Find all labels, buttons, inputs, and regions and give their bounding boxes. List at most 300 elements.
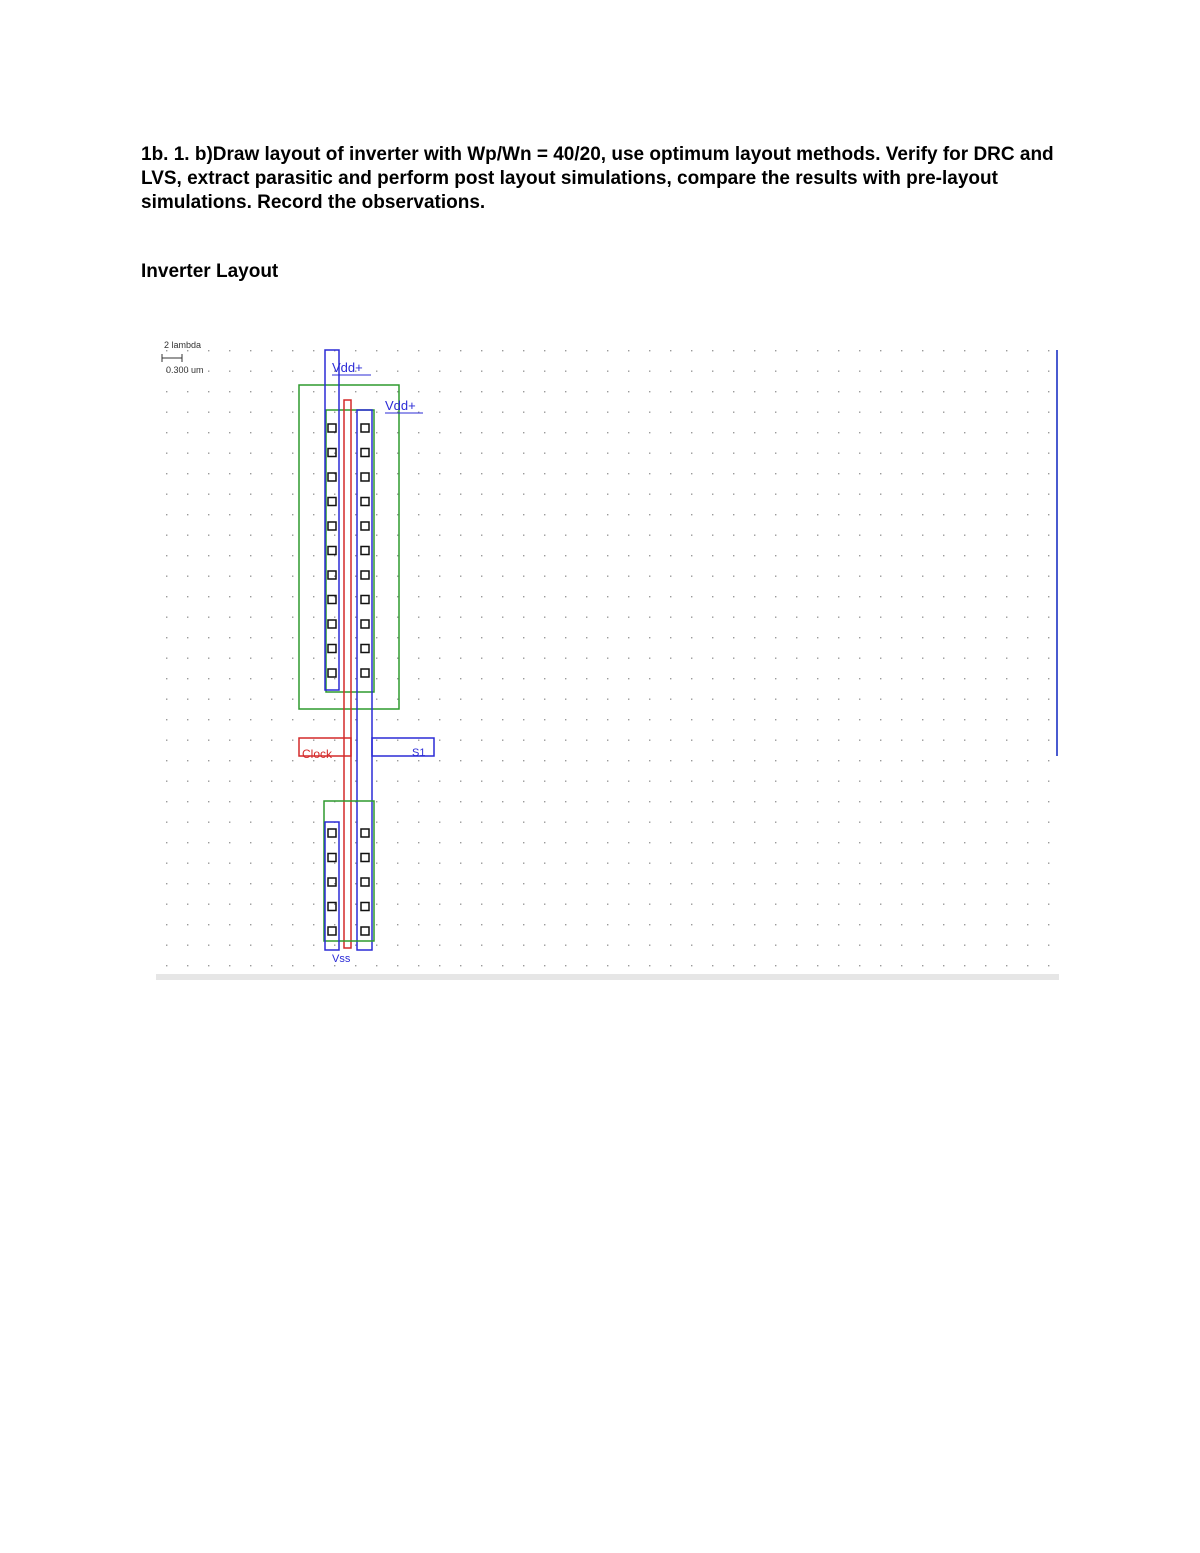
grid-dot (838, 822, 839, 823)
grid-dot (523, 432, 524, 433)
grid-dot (1027, 371, 1028, 372)
question-text: 1b. 1. b)Draw layout of inverter with Wp/Wn = 40/20, use optimum layout methods. Verify for DRC and LVS, extract parasitic and perform post layout simulations, compare the results with pre-layout simulations. Record the observations. (141, 144, 1054, 213)
grid-dot (985, 781, 986, 782)
grid-dot (607, 350, 608, 351)
grid-dot (292, 453, 293, 454)
grid-dot (229, 576, 230, 577)
grid-dot (733, 514, 734, 515)
grid-dot (691, 924, 692, 925)
grid-dot (166, 514, 167, 515)
grid-dot (1027, 904, 1028, 905)
grid-dot (670, 924, 671, 925)
grid-dot (187, 883, 188, 884)
grid-dot (166, 719, 167, 720)
grid-dot (1027, 760, 1028, 761)
grid-dot (586, 535, 587, 536)
grid-dot (523, 371, 524, 372)
grid-dot (817, 822, 818, 823)
grid-dot (397, 596, 398, 597)
grid-dot (460, 514, 461, 515)
grid-dot (628, 350, 629, 351)
grid-dot (166, 699, 167, 700)
grid-dot (964, 555, 965, 556)
grid-dot (607, 678, 608, 679)
grid-dot (922, 842, 923, 843)
grid-dot (229, 924, 230, 925)
grid-dot (502, 904, 503, 905)
grid-dot (187, 740, 188, 741)
grid-dot (460, 822, 461, 823)
grid-dot (922, 760, 923, 761)
grid-dot (481, 350, 482, 351)
grid-dot (985, 596, 986, 597)
grid-dot (544, 576, 545, 577)
grid-dot (313, 822, 314, 823)
grid-dot (775, 391, 776, 392)
grid-dot (859, 760, 860, 761)
grid-dot (418, 904, 419, 905)
grid-dot (1006, 801, 1007, 802)
grid-dot (271, 658, 272, 659)
grid-dot (565, 391, 566, 392)
grid-dot (229, 699, 230, 700)
grid-dot (208, 412, 209, 413)
grid-dot (376, 801, 377, 802)
grid-dot (838, 555, 839, 556)
grid-dot (229, 391, 230, 392)
grid-dot (670, 453, 671, 454)
grid-dot (565, 514, 566, 515)
grid-dot (691, 371, 692, 372)
grid-dot (523, 924, 524, 925)
grid-dot (628, 904, 629, 905)
grid-dot (523, 945, 524, 946)
grid-dot (607, 781, 608, 782)
grid-dot (838, 350, 839, 351)
grid-dot (187, 945, 188, 946)
grid-dot (544, 371, 545, 372)
grid-dot (838, 965, 839, 966)
grid-dot (439, 719, 440, 720)
grid-dot (523, 535, 524, 536)
grid-dot (901, 924, 902, 925)
grid-dot (334, 965, 335, 966)
grid-dot (439, 699, 440, 700)
grid-dot (187, 617, 188, 618)
grid-dot (838, 576, 839, 577)
grid-dot (397, 699, 398, 700)
grid-dot (397, 801, 398, 802)
grid-dot (271, 494, 272, 495)
grid-dot (418, 637, 419, 638)
grid-dot (817, 658, 818, 659)
grid-dot (838, 617, 839, 618)
grid-dot (733, 473, 734, 474)
grid-dot (208, 637, 209, 638)
grid-dot (187, 760, 188, 761)
grid-dot (649, 576, 650, 577)
grid-dot (334, 617, 335, 618)
grid-dot (1048, 494, 1049, 495)
grid-dot (712, 371, 713, 372)
grid-dot (166, 391, 167, 392)
grid-dot (586, 801, 587, 802)
grid-dot (544, 535, 545, 536)
grid-dot (964, 350, 965, 351)
grid-dot (607, 453, 608, 454)
grid-dot (544, 842, 545, 843)
grid-dot (376, 412, 377, 413)
grid-dot (838, 883, 839, 884)
grid-dot (1048, 637, 1049, 638)
grid-dot (418, 760, 419, 761)
grid-dot (229, 945, 230, 946)
grid-dot (796, 781, 797, 782)
grid-dot (985, 555, 986, 556)
grid-dot (985, 678, 986, 679)
grid-dot (922, 391, 923, 392)
grid-dot (649, 801, 650, 802)
grid-dot (565, 350, 566, 351)
grid-dot (250, 412, 251, 413)
grid-dot (292, 432, 293, 433)
grid-dot (523, 494, 524, 495)
grid-dot (565, 781, 566, 782)
grid-dot (733, 678, 734, 679)
label-vdd-lower: Vdd+ (385, 398, 416, 413)
grid-dot (523, 576, 524, 577)
grid-dot (649, 453, 650, 454)
grid-dot (670, 801, 671, 802)
grid-dot (922, 801, 923, 802)
grid-dot (250, 945, 251, 946)
grid-dot (1048, 535, 1049, 536)
grid-dot (943, 371, 944, 372)
grid-dot (670, 350, 671, 351)
grid-dot (544, 863, 545, 864)
grid-dot (964, 760, 965, 761)
grid-dot (838, 924, 839, 925)
grid-dot (733, 576, 734, 577)
grid-dot (775, 576, 776, 577)
grid-dot (880, 535, 881, 536)
grid-dot (334, 719, 335, 720)
grid-dot (397, 719, 398, 720)
grid-dot (586, 945, 587, 946)
grid-dot (943, 453, 944, 454)
grid-dot (712, 535, 713, 536)
grid-dot (1027, 863, 1028, 864)
grid-dot (859, 350, 860, 351)
grid-dot (943, 637, 944, 638)
grid-dot (313, 801, 314, 802)
grid-dot (292, 555, 293, 556)
grid-dot (271, 617, 272, 618)
grid-dot (1027, 391, 1028, 392)
grid-dot (1006, 473, 1007, 474)
grid-dot (1027, 699, 1028, 700)
grid-dot (901, 904, 902, 905)
grid-dot (733, 453, 734, 454)
grid-dot (544, 473, 545, 474)
grid-dot (943, 822, 944, 823)
grid-dot (775, 678, 776, 679)
grid-dot (439, 658, 440, 659)
grid-dot (1006, 822, 1007, 823)
grid-dot (187, 924, 188, 925)
grid-dot (817, 699, 818, 700)
grid-dot (334, 658, 335, 659)
grid-dot (922, 658, 923, 659)
grid-dot (985, 535, 986, 536)
grid-dot (1048, 617, 1049, 618)
grid-dot (733, 801, 734, 802)
grid-dot (418, 432, 419, 433)
grid-dot (628, 842, 629, 843)
grid-dot (208, 658, 209, 659)
grid-dot (901, 719, 902, 720)
grid-dot (901, 678, 902, 679)
grid-dot (397, 965, 398, 966)
grid-dot (775, 350, 776, 351)
grid-dot (670, 432, 671, 433)
grid-dot (817, 883, 818, 884)
grid-dot (292, 494, 293, 495)
grid-dot (586, 473, 587, 474)
grid-dot (376, 371, 377, 372)
grid-dot (670, 863, 671, 864)
grid-dot (733, 658, 734, 659)
grid-dot (628, 863, 629, 864)
grid-dot (733, 945, 734, 946)
grid-dot (838, 760, 839, 761)
grid-dot (334, 699, 335, 700)
grid-dot (208, 494, 209, 495)
grid-dot (418, 617, 419, 618)
grid-dot (355, 535, 356, 536)
grid-dot (943, 678, 944, 679)
grid-dot (355, 576, 356, 577)
grid-dot (355, 965, 356, 966)
grid-dot (292, 535, 293, 536)
grid-dot (922, 473, 923, 474)
grid-dot (817, 514, 818, 515)
grid-dot (208, 391, 209, 392)
grid-dot (376, 945, 377, 946)
grid-dot (481, 555, 482, 556)
grid-dot (250, 842, 251, 843)
grid-dot (1027, 678, 1028, 679)
grid-dot (985, 371, 986, 372)
grid-dot (964, 371, 965, 372)
grid-dot (649, 699, 650, 700)
grid-dot (544, 965, 545, 966)
grid-dot (649, 965, 650, 966)
grid-dot (502, 555, 503, 556)
grid-dot (628, 412, 629, 413)
grid-dot (439, 617, 440, 618)
grid-dot (670, 473, 671, 474)
grid-dot (418, 391, 419, 392)
grid-dot (712, 699, 713, 700)
grid-dot (418, 350, 419, 351)
grid-dot (355, 842, 356, 843)
grid-dot (376, 473, 377, 474)
grid-dot (943, 904, 944, 905)
grid-dot (1048, 391, 1049, 392)
grid-dot (355, 678, 356, 679)
grid-dot (1006, 617, 1007, 618)
grid-dot (670, 576, 671, 577)
grid-dot (502, 494, 503, 495)
grid-dot (166, 965, 167, 966)
grid-dot (775, 760, 776, 761)
grid-dot (880, 391, 881, 392)
grid-dot (334, 842, 335, 843)
grid-dot (943, 412, 944, 413)
grid-dot (607, 801, 608, 802)
grid-dot (439, 391, 440, 392)
grid-dot (166, 863, 167, 864)
grid-dot (481, 412, 482, 413)
grid-dot (838, 801, 839, 802)
grid-dot (229, 617, 230, 618)
grid-dot (544, 432, 545, 433)
grid-dot (943, 596, 944, 597)
grid-dot (460, 637, 461, 638)
grid-dot (355, 740, 356, 741)
grid-dot (964, 719, 965, 720)
grid-dot (481, 371, 482, 372)
grid-dot (502, 883, 503, 884)
grid-dot (229, 453, 230, 454)
grid-dot (838, 842, 839, 843)
grid-dot (376, 658, 377, 659)
grid-dot (166, 576, 167, 577)
grid-dot (208, 801, 209, 802)
grid-dot (502, 617, 503, 618)
grid-dot (922, 535, 923, 536)
grid-dot (670, 945, 671, 946)
grid-dot (250, 781, 251, 782)
grid-dot (187, 699, 188, 700)
grid-dot (943, 535, 944, 536)
grid-dot (712, 473, 713, 474)
grid-dot (502, 801, 503, 802)
grid-dot (733, 863, 734, 864)
grid-dot (1027, 555, 1028, 556)
grid-dot (1048, 596, 1049, 597)
grid-dot (502, 781, 503, 782)
grid-dot (649, 555, 650, 556)
grid-dot (376, 924, 377, 925)
grid-dot (334, 494, 335, 495)
grid-dot (964, 740, 965, 741)
grid-dot (733, 494, 734, 495)
grid-dot (313, 596, 314, 597)
grid-dot (418, 781, 419, 782)
grid-dot (649, 945, 650, 946)
grid-dot (838, 863, 839, 864)
grid-dot (502, 740, 503, 741)
grid-dot (922, 883, 923, 884)
grid-dot (271, 822, 272, 823)
grid-dot (544, 617, 545, 618)
grid-dot (1006, 678, 1007, 679)
canvas-background (156, 332, 1059, 980)
grid-dot (1048, 965, 1049, 966)
grid-dot (964, 945, 965, 946)
grid-dot (817, 637, 818, 638)
grid-dot (586, 822, 587, 823)
grid-dot (733, 617, 734, 618)
grid-dot (649, 760, 650, 761)
grid-dot (271, 904, 272, 905)
grid-dot (733, 350, 734, 351)
grid-dot (859, 453, 860, 454)
grid-dot (1048, 740, 1049, 741)
grid-dot (1006, 494, 1007, 495)
grid-dot (523, 617, 524, 618)
grid-dot (565, 596, 566, 597)
grid-dot (1048, 514, 1049, 515)
grid-dot (1006, 596, 1007, 597)
grid-dot (943, 883, 944, 884)
grid-dot (187, 555, 188, 556)
grid-dot (460, 883, 461, 884)
grid-dot (628, 781, 629, 782)
grid-dot (838, 391, 839, 392)
grid-dot (166, 473, 167, 474)
grid-dot (334, 924, 335, 925)
grid-dot (544, 678, 545, 679)
grid-dot (964, 678, 965, 679)
grid-dot (607, 494, 608, 495)
grid-dot (691, 576, 692, 577)
grid-dot (733, 391, 734, 392)
grid-dot (334, 391, 335, 392)
grid-dot (670, 514, 671, 515)
grid-dot (1027, 740, 1028, 741)
grid-dot (313, 904, 314, 905)
grid-dot (229, 822, 230, 823)
grid-dot (481, 883, 482, 884)
grid-dot (313, 555, 314, 556)
grid-dot (943, 842, 944, 843)
grid-dot (985, 473, 986, 474)
grid-dot (397, 514, 398, 515)
grid-dot (397, 473, 398, 474)
grid-dot (775, 514, 776, 515)
grid-dot (880, 781, 881, 782)
grid-dot (439, 965, 440, 966)
grid-dot (817, 535, 818, 536)
grid-dot (292, 801, 293, 802)
grid-dot (838, 678, 839, 679)
grid-dot (607, 760, 608, 761)
grid-dot (271, 432, 272, 433)
grid-dot (796, 678, 797, 679)
grid-dot (670, 699, 671, 700)
grid-dot (1027, 822, 1028, 823)
grid-dot (628, 555, 629, 556)
grid-dot (523, 740, 524, 741)
grid-dot (817, 760, 818, 761)
grid-dot (817, 924, 818, 925)
grid-dot (208, 781, 209, 782)
grid-dot (964, 617, 965, 618)
grid-dot (691, 678, 692, 679)
